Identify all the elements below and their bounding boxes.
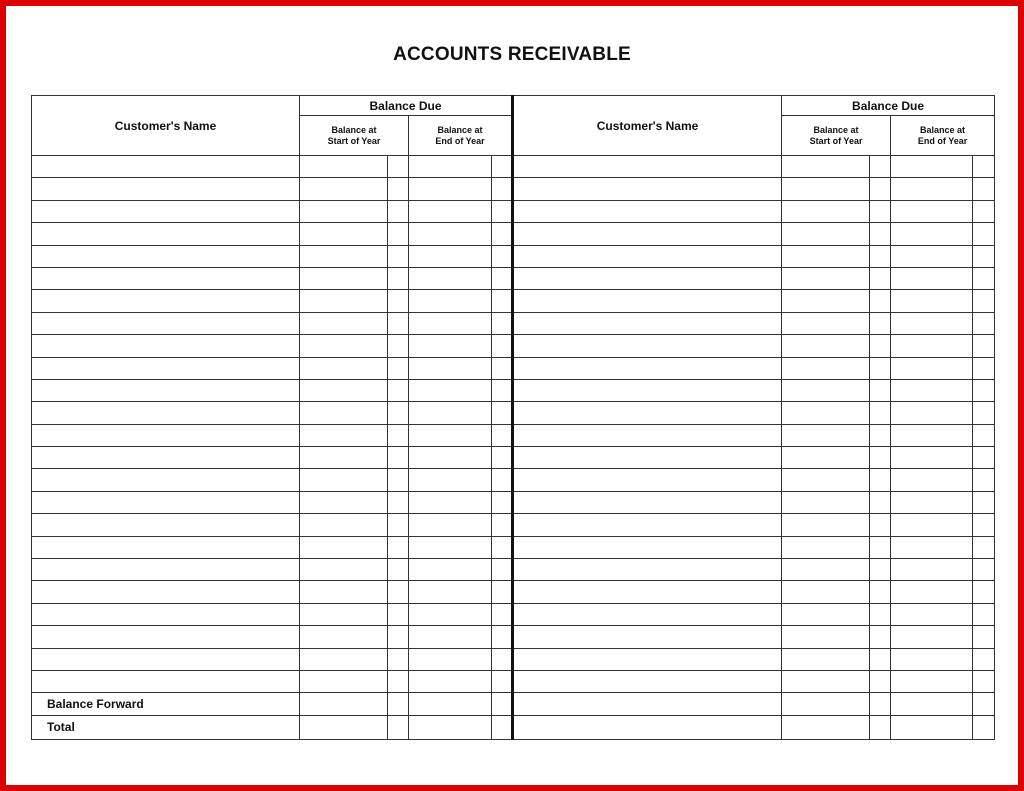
customer-name-cell-left[interactable]: [32, 267, 300, 289]
start-balance-cell-right[interactable]: [782, 357, 870, 379]
start-cents-cell-left[interactable]: [388, 603, 409, 625]
end-cents-cell-right[interactable]: [973, 603, 995, 625]
start-balance-cell-right[interactable]: [782, 514, 870, 536]
start-cents-cell-left[interactable]: [388, 626, 409, 648]
end-cents-cell-left[interactable]: [492, 379, 513, 401]
start-cents-cell-right[interactable]: [870, 402, 891, 424]
start-cents-cell-right[interactable]: [870, 559, 891, 581]
end-balance-cell-left[interactable]: [409, 648, 492, 670]
start-balance-cell-right[interactable]: [782, 290, 870, 312]
start-cents-cell-left[interactable]: [388, 379, 409, 401]
start-cents-cell-right[interactable]: [870, 290, 891, 312]
end-balance-cell-right[interactable]: [891, 648, 973, 670]
start-cents-cell-right[interactable]: [870, 357, 891, 379]
end-balance-cell-left[interactable]: [409, 290, 492, 312]
start-balance-cell-left[interactable]: [300, 603, 388, 625]
end-balance-cell-left[interactable]: [409, 245, 492, 267]
start-balance-cell-left[interactable]: [300, 693, 388, 715]
footer-row-balance_forward: [32, 693, 995, 715]
end-cents-cell-right[interactable]: [973, 670, 995, 692]
table-row: [32, 335, 995, 357]
customer-name-cell-left[interactable]: [32, 200, 300, 222]
end-balance-cell-right[interactable]: [891, 200, 973, 222]
end-balance-cell-left[interactable]: [409, 379, 492, 401]
end-balance-cell-right[interactable]: [891, 357, 973, 379]
customer-name-cell-left[interactable]: [32, 648, 300, 670]
start-balance-cell-right[interactable]: [782, 603, 870, 625]
customer-name-cell-left: Total: [32, 715, 300, 739]
end-balance-cell-right[interactable]: [891, 312, 973, 334]
start-cents-cell-right[interactable]: [870, 267, 891, 289]
table-row: [32, 290, 995, 312]
table-row: [32, 581, 995, 603]
end-cents-cell-left[interactable]: [492, 491, 513, 513]
end-cents-cell-right[interactable]: [973, 715, 995, 739]
end-balance-cell-right[interactable]: [891, 402, 973, 424]
end-balance-cell-left[interactable]: [409, 402, 492, 424]
table-row: [32, 559, 995, 581]
end-cents-cell-right[interactable]: [973, 648, 995, 670]
start-cents-cell-right[interactable]: [870, 156, 891, 178]
end-balance-cell-left[interactable]: [409, 603, 492, 625]
end-balance-cell-right[interactable]: [891, 693, 973, 715]
balance-due-header-left: Balance Due: [300, 96, 513, 116]
end-cents-cell-left[interactable]: [492, 626, 513, 648]
start-balance-cell-left[interactable]: [300, 402, 388, 424]
end-cents-cell-right[interactable]: [973, 693, 995, 715]
start-balance-cell-right[interactable]: [782, 178, 870, 200]
start-balance-cell-right[interactable]: [782, 536, 870, 558]
start-cents-cell-left[interactable]: [388, 402, 409, 424]
start-cents-cell-left[interactable]: [388, 424, 409, 446]
end-cents-cell-right[interactable]: [973, 402, 995, 424]
start-cents-cell-right[interactable]: [870, 626, 891, 648]
end-cents-cell-right[interactable]: [973, 312, 995, 334]
start-cents-cell-right[interactable]: [870, 223, 891, 245]
start-cents-cell-left[interactable]: [388, 581, 409, 603]
end-cents-cell-left[interactable]: [492, 178, 513, 200]
end-cents-cell-right[interactable]: [973, 267, 995, 289]
customer-name-cell-right[interactable]: [513, 379, 782, 401]
customer-name-cell-right[interactable]: [513, 447, 782, 469]
end-balance-cell-left[interactable]: [409, 514, 492, 536]
start-cents-cell-right[interactable]: [870, 648, 891, 670]
customer-name-cell-left[interactable]: [32, 290, 300, 312]
start-balance-cell-right[interactable]: [782, 424, 870, 446]
end-balance-cell-right[interactable]: [891, 626, 973, 648]
start-balance-cell-left[interactable]: [300, 581, 388, 603]
start-cents-cell-right[interactable]: [870, 312, 891, 334]
end-cents-cell-right[interactable]: [973, 626, 995, 648]
end-balance-cell-left[interactable]: [409, 670, 492, 692]
table-row: [32, 603, 995, 625]
start-cents-cell-left[interactable]: [388, 670, 409, 692]
customer-name-cell-right[interactable]: [513, 491, 782, 513]
start-cents-cell-right[interactable]: [870, 379, 891, 401]
customer-name-cell-left[interactable]: [32, 424, 300, 446]
end-cents-cell-left[interactable]: [492, 514, 513, 536]
start-cents-cell-right[interactable]: [870, 603, 891, 625]
end-balance-cell-right[interactable]: [891, 223, 973, 245]
end-cents-cell-right[interactable]: [973, 469, 995, 491]
accounts-receivable-table: [31, 95, 995, 740]
end-balance-cell-left[interactable]: [409, 335, 492, 357]
start-balance-cell-right[interactable]: [782, 267, 870, 289]
end-cents-cell-right[interactable]: [973, 223, 995, 245]
end-balance-cell-right[interactable]: [891, 424, 973, 446]
end-cents-cell-left[interactable]: [492, 581, 513, 603]
start-balance-cell-left[interactable]: [300, 491, 388, 513]
start-cents-cell-right[interactable]: [870, 178, 891, 200]
table-row: [32, 402, 995, 424]
customer-name-cell-left[interactable]: [32, 357, 300, 379]
end-cents-cell-left[interactable]: [492, 715, 513, 739]
customer-name-cell-right[interactable]: [513, 335, 782, 357]
start-cents-cell-left[interactable]: [388, 335, 409, 357]
end-cents-cell-right[interactable]: [973, 581, 995, 603]
customer-name-cell-left[interactable]: [32, 603, 300, 625]
end-cents-cell-right[interactable]: [973, 335, 995, 357]
start-balance-cell-left[interactable]: [300, 200, 388, 222]
customer-name-cell-right[interactable]: [513, 514, 782, 536]
start-balance-cell-right[interactable]: [782, 469, 870, 491]
start-cents-cell-left[interactable]: [388, 200, 409, 222]
customer-name-cell-left[interactable]: [32, 312, 300, 334]
end-cents-cell-left[interactable]: [492, 670, 513, 692]
table-row: [32, 469, 995, 491]
customer-name-header-left: Customer's Name: [32, 96, 300, 156]
table-row: [32, 491, 995, 513]
customer-name-cell-right[interactable]: [513, 693, 782, 715]
table-row: [32, 312, 995, 334]
start-balance-cell-left[interactable]: [300, 626, 388, 648]
end-balance-cell-left[interactable]: [409, 536, 492, 558]
end-balance-cell-left[interactable]: [409, 581, 492, 603]
customer-name-cell-left[interactable]: [32, 469, 300, 491]
start-of-year-header-right: Balance at Start of Year: [782, 116, 891, 156]
end-cents-cell-right[interactable]: [973, 424, 995, 446]
start-cents-cell-left[interactable]: [388, 267, 409, 289]
start-balance-cell-right[interactable]: [782, 156, 870, 178]
customer-name-cell-left[interactable]: [32, 335, 300, 357]
page-title: ACCOUNTS RECEIVABLE: [393, 44, 631, 65]
table-row: [32, 670, 995, 692]
start-cents-cell-left[interactable]: [388, 312, 409, 334]
customer-name-cell-right[interactable]: [513, 536, 782, 558]
table-row: [32, 200, 995, 222]
customer-name-cell-right[interactable]: [513, 603, 782, 625]
end-of-year-header-left: Balance at End of Year: [409, 116, 513, 156]
end-balance-cell-right[interactable]: [891, 178, 973, 200]
table-row: [32, 223, 995, 245]
start-cents-cell-right[interactable]: [870, 491, 891, 513]
end-balance-cell-left[interactable]: [409, 491, 492, 513]
end-cents-cell-left[interactable]: [492, 357, 513, 379]
end-cents-cell-left[interactable]: [492, 200, 513, 222]
end-cents-cell-right[interactable]: [973, 447, 995, 469]
start-balance-cell-left[interactable]: [300, 379, 388, 401]
end-balance-cell-left[interactable]: [409, 469, 492, 491]
end-cents-cell-right[interactable]: [973, 290, 995, 312]
customer-name-cell-right[interactable]: [513, 424, 782, 446]
end-balance-cell-left[interactable]: [409, 200, 492, 222]
start-balance-cell-left[interactable]: [300, 357, 388, 379]
customer-name-cell-left[interactable]: [32, 245, 300, 267]
end-cents-cell-right[interactable]: [973, 559, 995, 581]
start-cents-cell-left[interactable]: [388, 536, 409, 558]
start-balance-cell-left[interactable]: [300, 245, 388, 267]
customer-name-cell-right[interactable]: [513, 245, 782, 267]
end-balance-cell-right[interactable]: [891, 514, 973, 536]
end-balance-cell-left[interactable]: [409, 424, 492, 446]
start-balance-cell-right[interactable]: [782, 447, 870, 469]
start-balance-cell-right[interactable]: [782, 693, 870, 715]
customer-name-cell-left[interactable]: [32, 447, 300, 469]
start-balance-cell-left[interactable]: [300, 536, 388, 558]
end-cents-cell-left[interactable]: [492, 223, 513, 245]
end-cents-cell-left[interactable]: [492, 402, 513, 424]
end-cents-cell-right[interactable]: [973, 357, 995, 379]
start-cents-cell-right[interactable]: [870, 469, 891, 491]
start-cents-cell-right[interactable]: [870, 514, 891, 536]
end-cents-cell-left[interactable]: [492, 424, 513, 446]
start-balance-cell-right[interactable]: [782, 491, 870, 513]
start-balance-cell-left[interactable]: [300, 156, 388, 178]
start-balance-cell-right[interactable]: [782, 312, 870, 334]
end-balance-cell-left[interactable]: [409, 178, 492, 200]
end-balance-cell-left[interactable]: [409, 267, 492, 289]
customer-name-cell-left: Balance Forward: [32, 693, 300, 715]
balance-due-header-right: Balance Due: [782, 96, 995, 116]
end-of-year-header-right: Balance at End of Year: [891, 116, 995, 156]
end-cents-cell-left[interactable]: [492, 267, 513, 289]
end-cents-cell-right[interactable]: [973, 200, 995, 222]
start-cents-cell-left[interactable]: [388, 648, 409, 670]
end-balance-cell-right[interactable]: [891, 335, 973, 357]
end-balance-cell-left[interactable]: [409, 156, 492, 178]
start-balance-cell-left[interactable]: [300, 424, 388, 446]
customer-name-cell-right[interactable]: [513, 223, 782, 245]
end-balance-cell-left[interactable]: [409, 223, 492, 245]
customer-name-cell-right[interactable]: [513, 178, 782, 200]
start-cents-cell-left[interactable]: [388, 447, 409, 469]
start-cents-cell-right[interactable]: [870, 693, 891, 715]
end-cents-cell-left[interactable]: [492, 156, 513, 178]
table-row: [32, 626, 995, 648]
start-balance-cell-left[interactable]: [300, 559, 388, 581]
customer-name-cell-left[interactable]: [32, 491, 300, 513]
table-row: [32, 648, 995, 670]
end-cents-cell-right[interactable]: [973, 536, 995, 558]
end-cents-cell-right[interactable]: [973, 379, 995, 401]
customer-name-cell-left[interactable]: [32, 559, 300, 581]
start-cents-cell-left[interactable]: [388, 156, 409, 178]
end-balance-cell-right[interactable]: [891, 267, 973, 289]
end-balance-cell-right[interactable]: [891, 603, 973, 625]
end-balance-cell-right[interactable]: [891, 536, 973, 558]
customer-name-cell-right[interactable]: [513, 290, 782, 312]
end-cents-cell-left[interactable]: [492, 603, 513, 625]
end-balance-cell-right[interactable]: [891, 491, 973, 513]
customer-name-cell-right[interactable]: [513, 312, 782, 334]
end-cents-cell-right[interactable]: [973, 491, 995, 513]
start-balance-cell-right[interactable]: [782, 379, 870, 401]
customer-name-cell-right[interactable]: [513, 156, 782, 178]
start-balance-cell-left[interactable]: [300, 290, 388, 312]
end-balance-cell-right[interactable]: [891, 715, 973, 739]
customer-name-cell-right[interactable]: [513, 402, 782, 424]
end-balance-cell-left[interactable]: [409, 715, 492, 739]
start-balance-cell-right[interactable]: [782, 245, 870, 267]
start-cents-cell-left[interactable]: [388, 469, 409, 491]
start-cents-cell-right[interactable]: [870, 424, 891, 446]
customer-name-cell-right[interactable]: [513, 581, 782, 603]
customer-name-cell-right[interactable]: [513, 670, 782, 692]
customer-name-cell-left[interactable]: [32, 156, 300, 178]
customer-name-cell-left[interactable]: [32, 670, 300, 692]
end-balance-cell-right[interactable]: [891, 156, 973, 178]
customer-name-cell-right[interactable]: [513, 715, 782, 739]
start-balance-cell-right[interactable]: [782, 559, 870, 581]
end-balance-cell-right[interactable]: [891, 559, 973, 581]
start-balance-cell-left[interactable]: [300, 670, 388, 692]
end-cents-cell-left[interactable]: [492, 536, 513, 558]
end-balance-cell-right[interactable]: [891, 379, 973, 401]
table-row: [32, 267, 995, 289]
table-row: [32, 156, 995, 178]
start-balance-cell-right[interactable]: [782, 581, 870, 603]
end-balance-cell-left[interactable]: [409, 626, 492, 648]
table-row: [32, 424, 995, 446]
table-row: [32, 514, 995, 536]
start-cents-cell-right[interactable]: [870, 335, 891, 357]
start-balance-cell-right[interactable]: [782, 335, 870, 357]
start-cents-cell-right[interactable]: [870, 200, 891, 222]
customer-name-cell-right[interactable]: [513, 267, 782, 289]
end-balance-cell-right[interactable]: [891, 581, 973, 603]
table-row: [32, 357, 995, 379]
start-balance-cell-left[interactable]: [300, 514, 388, 536]
customer-name-cell-left[interactable]: [32, 536, 300, 558]
table-row: [32, 245, 995, 267]
start-balance-cell-right[interactable]: [782, 200, 870, 222]
start-cents-cell-right[interactable]: [870, 670, 891, 692]
end-cents-cell-right[interactable]: [973, 245, 995, 267]
customer-name-cell-left[interactable]: [32, 379, 300, 401]
customer-name-cell-left[interactable]: [32, 626, 300, 648]
start-cents-cell-right[interactable]: [870, 715, 891, 739]
start-cents-cell-left[interactable]: [388, 357, 409, 379]
customer-name-cell-left[interactable]: [32, 581, 300, 603]
table-row: [32, 536, 995, 558]
end-cents-cell-left[interactable]: [492, 447, 513, 469]
end-cents-cell-left[interactable]: [492, 693, 513, 715]
end-balance-cell-left[interactable]: [409, 312, 492, 334]
start-balance-cell-right[interactable]: [782, 223, 870, 245]
start-balance-cell-left[interactable]: [300, 178, 388, 200]
end-cents-cell-right[interactable]: [973, 156, 995, 178]
end-cents-cell-right[interactable]: [973, 514, 995, 536]
end-cents-cell-left[interactable]: [492, 559, 513, 581]
customer-name-cell-right[interactable]: [513, 469, 782, 491]
start-balance-cell-left[interactable]: [300, 648, 388, 670]
end-balance-cell-left[interactable]: [409, 693, 492, 715]
start-cents-cell-right[interactable]: [870, 536, 891, 558]
start-cents-cell-left[interactable]: [388, 223, 409, 245]
customer-name-cell-right[interactable]: [513, 200, 782, 222]
start-cents-cell-left[interactable]: [388, 290, 409, 312]
start-cents-cell-left[interactable]: [388, 715, 409, 739]
start-balance-cell-left[interactable]: [300, 312, 388, 334]
customer-name-cell-left[interactable]: [32, 178, 300, 200]
start-balance-cell-left[interactable]: [300, 715, 388, 739]
start-cents-cell-right[interactable]: [870, 447, 891, 469]
start-balance-cell-left[interactable]: [300, 267, 388, 289]
end-cents-cell-right[interactable]: [973, 178, 995, 200]
start-balance-cell-left[interactable]: [300, 223, 388, 245]
customer-name-cell-right[interactable]: [513, 626, 782, 648]
end-balance-cell-right[interactable]: [891, 447, 973, 469]
start-balance-cell-right[interactable]: [782, 715, 870, 739]
start-balance-cell-right[interactable]: [782, 670, 870, 692]
start-cents-cell-left[interactable]: [388, 559, 409, 581]
start-cents-cell-left[interactable]: [388, 178, 409, 200]
end-cents-cell-left[interactable]: [492, 312, 513, 334]
start-of-year-header-left: Balance at Start of Year: [300, 116, 409, 156]
start-cents-cell-left[interactable]: [388, 491, 409, 513]
end-cents-cell-left[interactable]: [492, 245, 513, 267]
table-row: [32, 178, 995, 200]
customer-name-cell-left[interactable]: [32, 402, 300, 424]
start-cents-cell-left[interactable]: [388, 514, 409, 536]
customer-name-cell-right[interactable]: [513, 357, 782, 379]
start-balance-cell-left[interactable]: [300, 335, 388, 357]
table-row: [32, 447, 995, 469]
end-balance-cell-left[interactable]: [409, 447, 492, 469]
start-balance-cell-right[interactable]: [782, 402, 870, 424]
end-balance-cell-right[interactable]: [891, 670, 973, 692]
customer-name-cell-right[interactable]: [513, 648, 782, 670]
customer-name-header-right: Customer's Name: [513, 96, 782, 156]
start-balance-cell-left[interactable]: [300, 447, 388, 469]
end-cents-cell-left[interactable]: [492, 469, 513, 491]
customer-name-cell-right[interactable]: [513, 559, 782, 581]
customer-name-cell-left[interactable]: [32, 514, 300, 536]
end-balance-cell-left[interactable]: [409, 357, 492, 379]
end-balance-cell-right[interactable]: [891, 245, 973, 267]
start-cents-cell-right[interactable]: [870, 245, 891, 267]
start-balance-cell-right[interactable]: [782, 648, 870, 670]
start-balance-cell-right[interactable]: [782, 626, 870, 648]
end-cents-cell-left[interactable]: [492, 648, 513, 670]
start-cents-cell-left[interactable]: [388, 245, 409, 267]
end-balance-cell-right[interactable]: [891, 469, 973, 491]
end-balance-cell-left[interactable]: [409, 559, 492, 581]
start-cents-cell-right[interactable]: [870, 581, 891, 603]
end-cents-cell-left[interactable]: [492, 335, 513, 357]
table-row: [32, 379, 995, 401]
end-balance-cell-right[interactable]: [891, 290, 973, 312]
end-cents-cell-left[interactable]: [492, 290, 513, 312]
start-balance-cell-left[interactable]: [300, 469, 388, 491]
customer-name-cell-left[interactable]: [32, 223, 300, 245]
start-cents-cell-left[interactable]: [388, 693, 409, 715]
footer-row-total: [32, 715, 995, 739]
